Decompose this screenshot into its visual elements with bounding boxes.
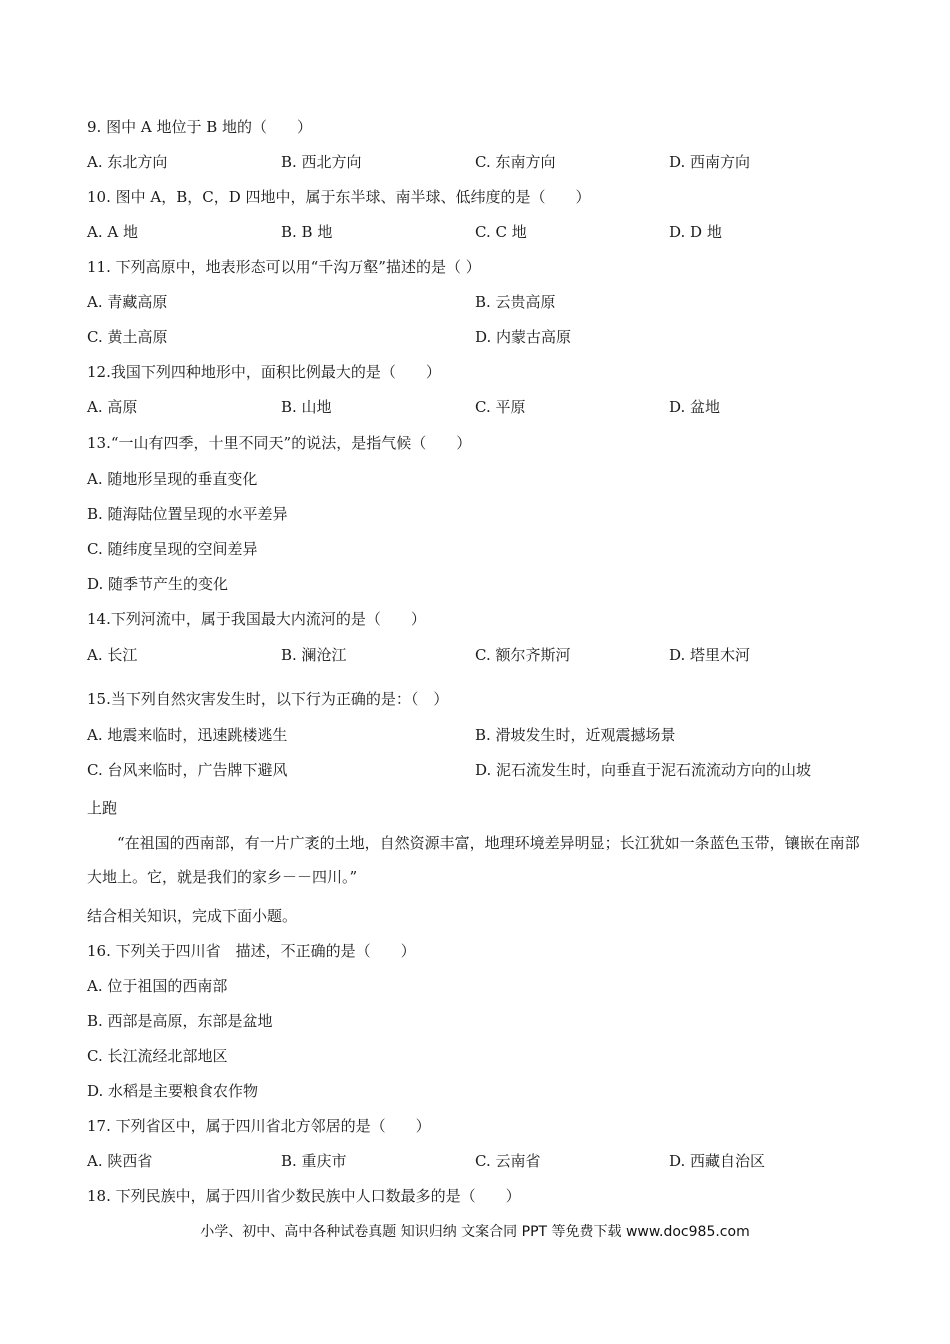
- q13-option-c: C. 随纬度呈现的空间差异: [87, 540, 258, 558]
- q9-option-b: B. 西北方向: [281, 153, 362, 171]
- passage-instruction: 结合相关知识，完成下面小题。: [87, 907, 298, 925]
- q9-option-d: D. 西南方向: [669, 153, 751, 171]
- question-16-stem: 16. 下列关于四川省 描述，不正确的是（ ）: [87, 942, 416, 960]
- q13-option-b: B. 随海陆位置呈现的水平差异: [87, 505, 288, 523]
- q15-option-c: C. 台风来临时，广告牌下避风: [87, 761, 288, 779]
- question-13-stem: 13.“一山有四季，十里不同天”的说法，是指气候（ ）: [87, 434, 472, 452]
- q13-option-d: D. 随季节产生的变化: [87, 575, 229, 593]
- q10-option-b: B. B 地: [281, 223, 333, 241]
- question-10-stem: 10. 图中 A，B，C，D 四地中，属于东半球、南半球、低纬度的是（ ）: [87, 188, 591, 206]
- q17-option-b: B. 重庆市: [281, 1152, 347, 1170]
- q11-option-a: A. 青藏高原: [87, 293, 168, 311]
- q12-option-a: A. 高原: [87, 398, 138, 416]
- q16-option-a: A. 位于祖国的西南部: [87, 977, 228, 995]
- q11-option-b: B. 云贵高原: [475, 293, 556, 311]
- q17-option-a: A. 陕西省: [87, 1152, 153, 1170]
- q12-option-b: B. 山地: [281, 398, 332, 416]
- q15-option-d: D. 泥石流发生时，向垂直于泥石流流动方向的山坡: [475, 761, 812, 779]
- q14-option-b: B. 澜沧江: [281, 646, 347, 664]
- q10-option-a: A. A 地: [87, 223, 138, 241]
- question-14-stem: 14.下列河流中，属于我国最大内流河的是（ ）: [87, 610, 426, 628]
- q12-option-c: C. 平原: [475, 398, 526, 416]
- q11-option-d: D. 内蒙古高原: [475, 328, 572, 346]
- q17-option-c: C. 云南省: [475, 1152, 541, 1170]
- q9-option-a: A. 东北方向: [87, 153, 168, 171]
- q10-option-d: D. D 地: [669, 223, 722, 241]
- reading-passage: “在祖国的西南部，有一片广袤的土地，自然资源丰富，地理环境差异明显；长江犹如一条蓝色玉带，镶嵌在南部大地上。它，就是我们的家乡－－四川。”: [87, 834, 860, 886]
- q16-option-c: C. 长江流经北部地区: [87, 1047, 228, 1065]
- q9-option-c: C. 东南方向: [475, 153, 556, 171]
- page-footer: 小学、初中、高中各种试卷真题 知识归纳 文案合同 PPT 等免费下载 www.doc985.com: [200, 1224, 750, 1240]
- q11-option-c: C. 黄土高原: [87, 328, 168, 346]
- q17-option-d: D. 西藏自治区: [669, 1152, 766, 1170]
- question-11-stem: 11. 下列高原中，地表形态可以用“千沟万壑”描述的是（ ）: [87, 258, 481, 276]
- question-15-stem: 15.当下列自然灾害发生时，以下行为正确的是：（ ）: [87, 690, 449, 708]
- question-18-stem: 18. 下列民族中，属于四川省少数民族中人口数最多的是（ ）: [87, 1187, 521, 1205]
- q12-option-d: D. 盆地: [669, 398, 721, 416]
- q16-option-b: B. 西部是高原，东部是盆地: [87, 1012, 273, 1030]
- question-9-stem: 9. 图中 A 地位于 B 地的（ ）: [87, 118, 313, 136]
- q14-option-a: A. 长江: [87, 646, 138, 664]
- q10-option-c: C. C 地: [475, 223, 527, 241]
- q14-option-c: C. 额尔齐斯河: [475, 646, 571, 664]
- q15-option-d-continuation: 上跑: [87, 799, 118, 817]
- q14-option-d: D. 塔里木河: [669, 646, 751, 664]
- q13-option-a: A. 随地形呈现的垂直变化: [87, 470, 258, 488]
- q16-option-d: D. 水稻是主要粮食农作物: [87, 1082, 259, 1100]
- question-12-stem: 12.我国下列四种地形中，面积比例最大的是（ ）: [87, 363, 441, 381]
- question-17-stem: 17. 下列省区中，属于四川省北方邻居的是（ ）: [87, 1117, 431, 1135]
- q15-option-b: B. 滑坡发生时，近观震撼场景: [475, 726, 676, 744]
- q15-option-a: A. 地震来临时，迅速跳楼逃生: [87, 726, 288, 744]
